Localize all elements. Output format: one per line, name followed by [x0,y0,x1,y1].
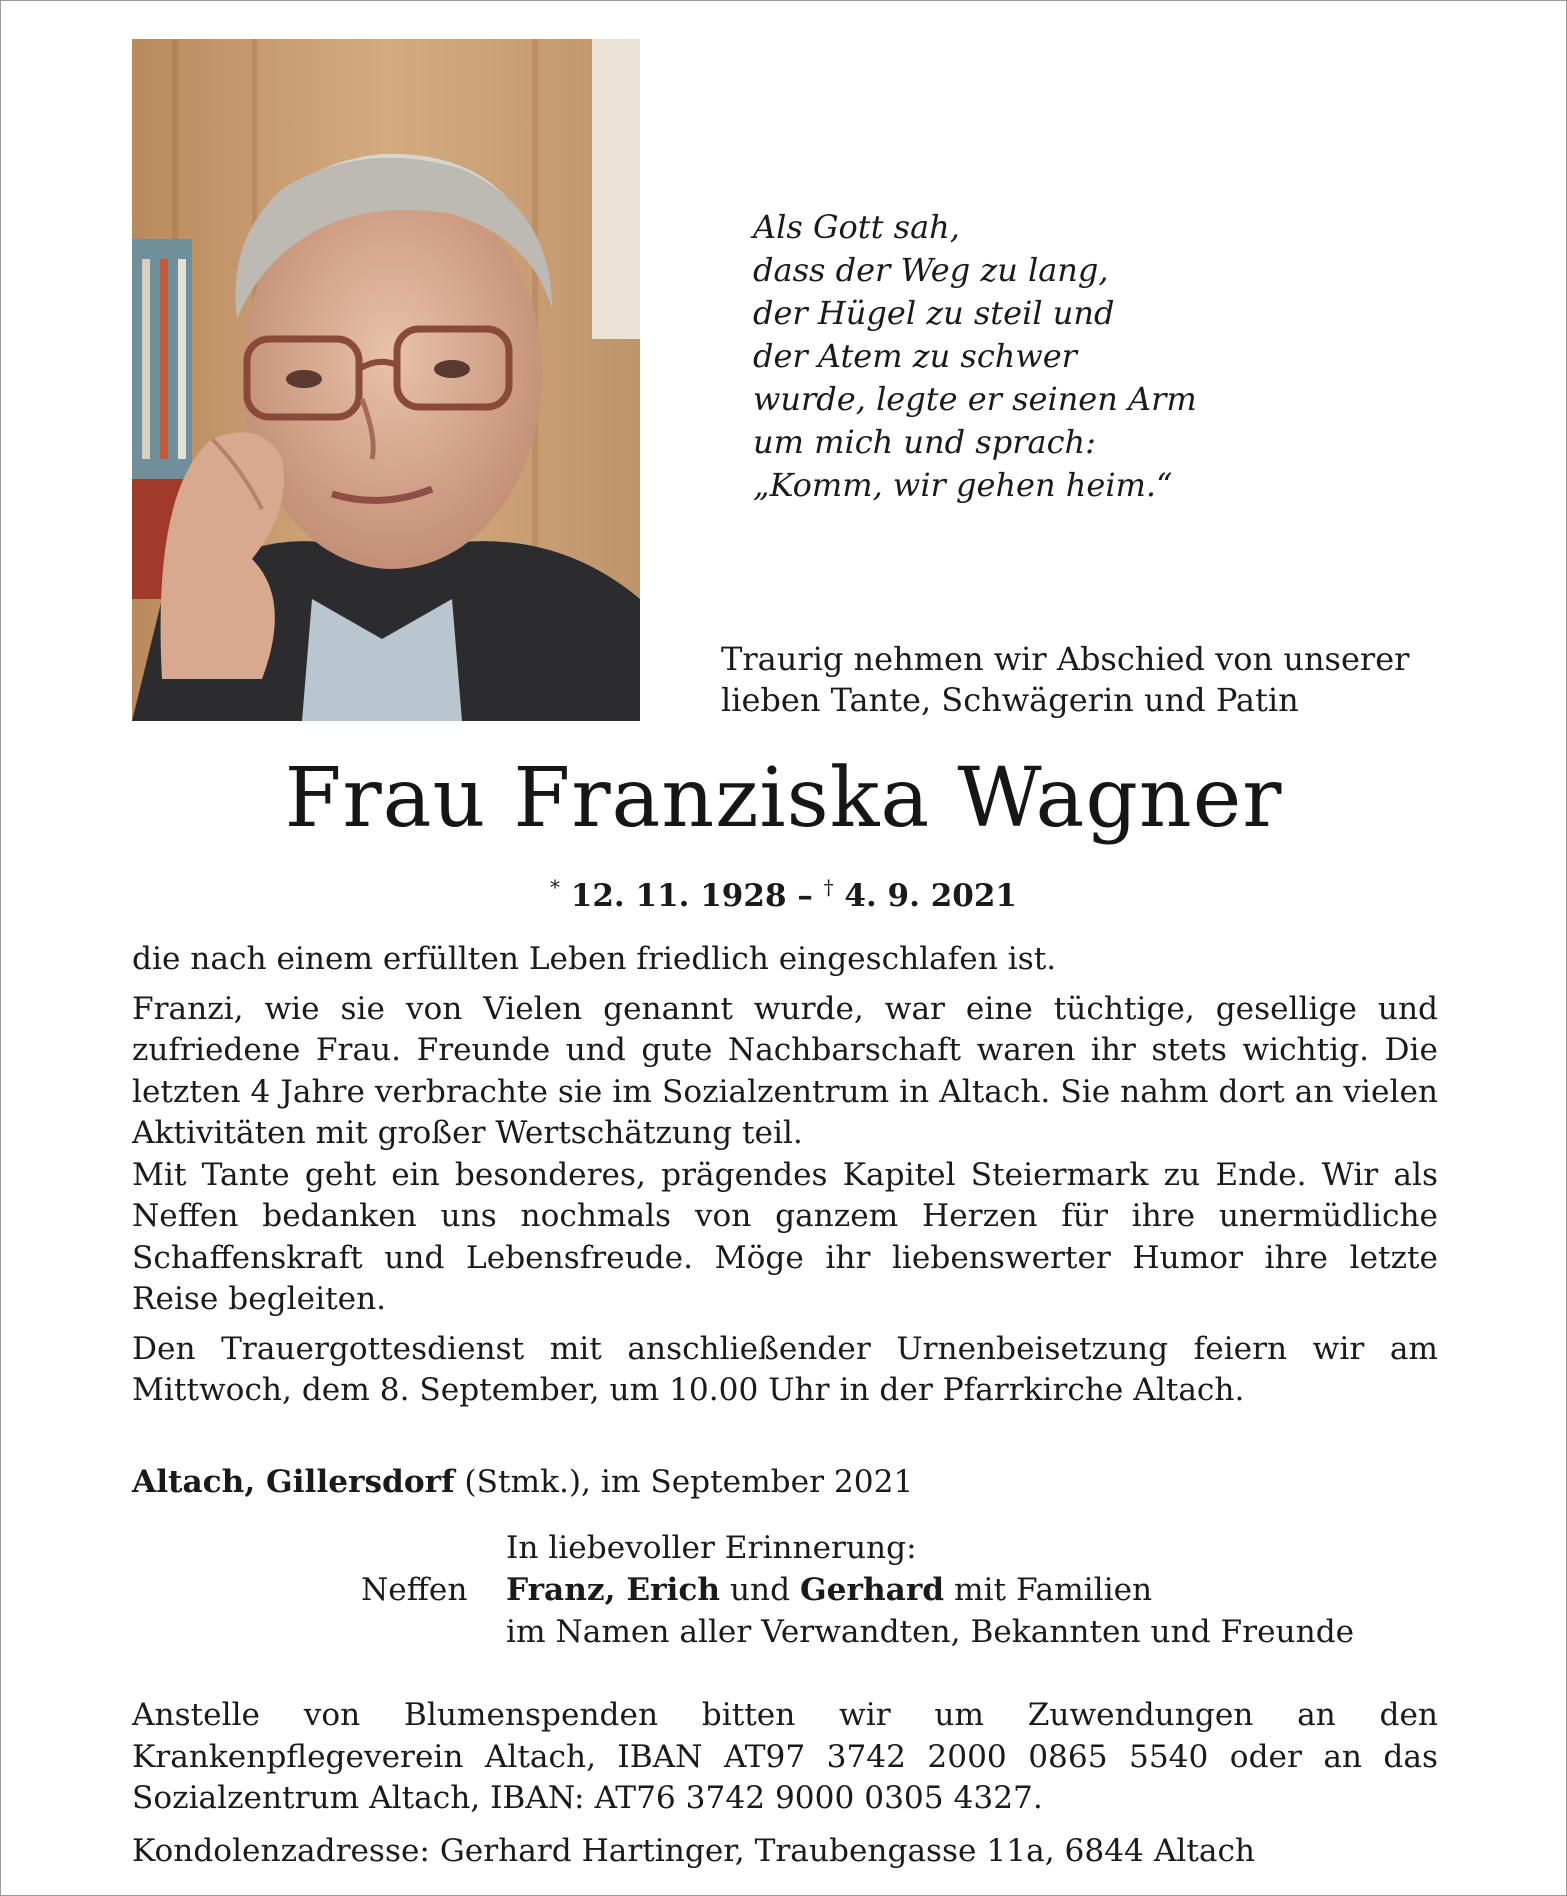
donation-notice [132,1695,1438,1820]
remembrance-line: In liebevoller Erinnerung: [506,1530,917,1566]
nephew-name: Gerhard [800,1572,945,1608]
poem-line: dass der Weg zu lang, [753,251,1109,289]
families-suffix: mit Familien [944,1572,1153,1608]
poem-line: um mich und sprach: [753,423,1096,461]
nephews-label: Neffen [361,1572,468,1608]
obituary-body [132,939,1438,1412]
poem [753,206,1273,507]
poem-line: Als Gott sah, [753,208,960,246]
life-dates [1,867,1566,916]
poem-line: der Atem zu schwer [753,337,1077,375]
condolence-address: Kondolenzadresse: Gerhard Hartinger, Traubengasse 11a, 6844 Altach [132,1833,1255,1869]
body-paragraph: Franzi, wie sie von Vielen genannt wurde, war eine tüchtige, gesellige und zufriedene Frau. Freunde und gute Nachbarschaft waren ihr stets wichtig. Die letzten 4 Jahre verbrachte sie im Sozialzentrum in Altach. Sie nahm dort an vielen Aktivitäten mit großer Wertschätzung teil. [132,990,1438,1151]
intro-text [721,639,1461,721]
body-paragraph: Mit Tante geht ein besonderes, prägendes Kapitel Steiermark zu Ende. Wir als Neffen bedanken uns nochmals von ganzem Herzen für ihre unermüdliche Schaffenskraft und Lebensfreude. Möge ihr liebenswerter Humor ihre letzte Reise begleiten. [132,1156,1438,1317]
birth-date: 12. 11. 1928 [570,878,787,914]
body-paragraph: die nach einem erfüllten Leben friedlich eingeschlafen ist. [132,941,1057,977]
intro-line: Traurig nehmen wir Abschied von unserer [721,640,1410,678]
poem-line: der Hügel zu steil und [753,294,1115,332]
place-rest: (Stmk.), im September 2021 [454,1464,914,1500]
date-separator: – [797,878,813,914]
body-paragraph: Den Trauergottesdienst mit anschließender Urnenbeisetzung feiern wir am Mittwoch, dem 8. September, um 10.00 Uhr in der Pfarrkirche Altach. [132,1330,1438,1408]
place-and-date [132,1461,913,1503]
relatives-line: im Namen aller Verwandten, Bekannten und Freunde [506,1614,1355,1650]
conjunction: und [720,1572,801,1608]
donation-text: Anstelle von Blumenspenden bitten wir um Zuwendungen an den Krankenpflegeverein Altach, IBAN AT97 3742 2000 0865 5540 oder an das Sozialzentrum Altach, IBAN: AT76 3742 9000 0305 4327. [132,1697,1438,1816]
signers-block [506,1527,1354,1653]
poem-line: „Komm, wir gehen heim.“ [753,466,1173,504]
nephews-line [506,1569,1354,1611]
nephew-names: Franz, Erich [506,1572,721,1608]
deceased-name: Frau Franziska Wagner [284,751,1283,846]
death-date: 4. 9. 2021 [844,878,1017,914]
death-symbol: † [823,875,834,899]
place-names: Altach, Gillersdorf [132,1464,455,1500]
portrait-photo [132,39,640,721]
poem-line: wurde, legte er seinen Arm [753,380,1197,418]
birth-symbol: * [549,875,560,899]
intro-line: lieben Tante, Schwägerin und Patin [721,681,1299,719]
